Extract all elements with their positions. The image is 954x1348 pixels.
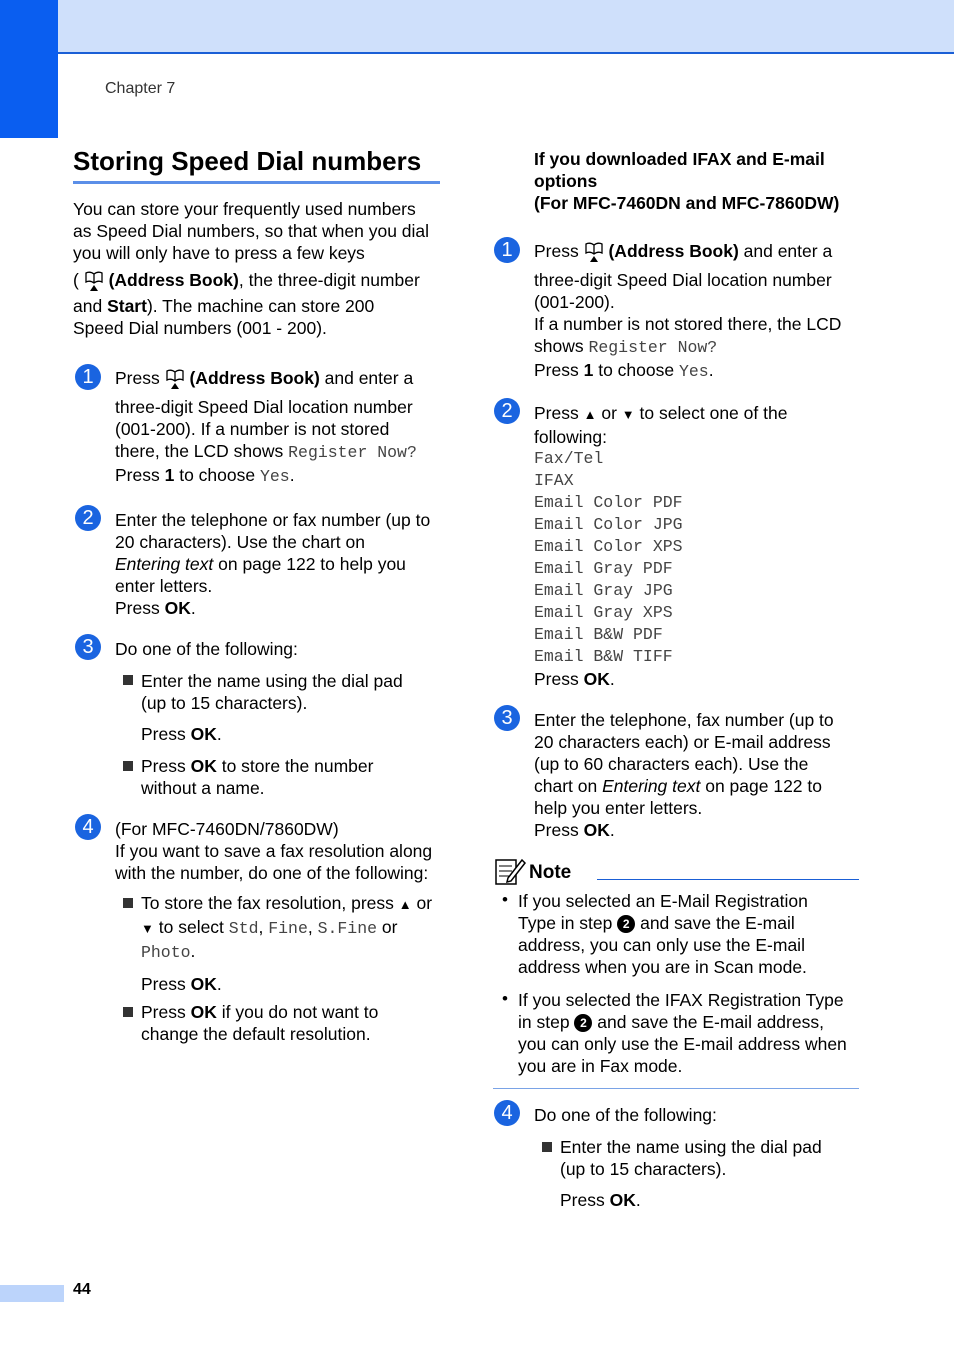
step-3-text	[534, 709, 864, 841]
note-line: in step 2 and save the E-mail address,	[518, 1012, 824, 1032]
step-badge: 3	[494, 705, 520, 731]
bullet-line: without a name.	[141, 778, 265, 798]
address-book-icon	[165, 368, 185, 390]
step-badge: 1	[494, 237, 520, 263]
bullet-text	[141, 892, 441, 995]
bullet-line: Press OK if you do not want to	[141, 1002, 379, 1022]
section-title: Storing Speed Dial numbers	[73, 144, 440, 184]
step-line: Press (Address Book) and enter a	[534, 241, 833, 261]
step-line: 20 characters). Use the chart on	[115, 532, 365, 552]
step-line: three-digit Speed Dial location number	[115, 397, 413, 417]
step-line: help you enter letters.	[534, 798, 703, 818]
note-line: you can only use the E-mail address when	[518, 1034, 847, 1054]
subsection-title	[534, 148, 864, 214]
page-number: 44	[73, 1281, 91, 1298]
step-ref-badge: 2	[574, 1014, 592, 1032]
step-line: (For MFC-7460DN/7860DW)	[115, 819, 339, 839]
step-line: (001-200). If a number is not stored	[115, 419, 390, 439]
option-item: Fax/Tel	[534, 449, 604, 468]
intro-line: You can store your frequently used numbers	[73, 199, 416, 219]
option-item: Email Color JPG	[534, 515, 683, 534]
bullet-line: Enter the name using the dial pad	[141, 671, 403, 691]
bullet-line: Enter the name using the dial pad	[560, 1137, 822, 1157]
bullet-line: (up to 15 characters).	[141, 693, 308, 713]
note-pencil-icon	[494, 856, 526, 886]
intro-paragraph	[73, 198, 443, 339]
step-2-text	[534, 402, 864, 690]
note-line: address when you are in Scan mode.	[518, 957, 807, 977]
step-4-text: Do one of the following:	[534, 1105, 717, 1125]
step-line: Press 1 to choose Yes.	[534, 360, 714, 381]
step-line: 20 characters each) or E-mail address	[534, 732, 831, 752]
up-arrow-icon: ▲	[398, 897, 412, 912]
subsection-line: If you downloaded IFAX and E-mail	[534, 149, 825, 169]
step-line: Enter the telephone, fax number (up to	[534, 710, 834, 730]
step-line: Press OK.	[534, 669, 615, 689]
intro-line: and Start). The machine can store 200	[73, 296, 375, 316]
bullet-text	[560, 1136, 860, 1211]
step-line: Press OK.	[115, 598, 196, 618]
intro-line: Speed Dial numbers (001 - 200).	[73, 318, 327, 338]
bullet-dot: •	[502, 890, 508, 909]
step-badge: 1	[75, 364, 101, 390]
intro-line: you will only have to press a few keys	[73, 243, 365, 263]
chapter-label: Chapter 7	[105, 80, 176, 97]
step-1-text	[115, 367, 445, 488]
bullet-line: Press OK.	[141, 974, 222, 994]
step-line: shows Register Now?	[534, 336, 718, 357]
bullet-line: Press OK to store the number	[141, 756, 374, 776]
top-band	[0, 0, 954, 54]
step-line: enter letters.	[115, 576, 213, 596]
step-badge: 4	[494, 1100, 520, 1126]
note-header	[494, 856, 859, 886]
step-line: Press OK.	[534, 820, 615, 840]
option-item: Email Gray XPS	[534, 603, 673, 622]
note-title: Note	[529, 862, 572, 883]
option-item: IFAX	[534, 471, 574, 490]
step-2-text	[115, 509, 445, 619]
step-4-text	[115, 818, 445, 884]
step-badge: 2	[494, 398, 520, 424]
intro-line: ( (Address Book), the three-digit number	[73, 270, 420, 290]
step-line: Press 1 to choose Yes.	[115, 465, 295, 486]
note-line: If you selected an E-Mail Registration	[518, 891, 808, 911]
bullet-square	[123, 675, 133, 685]
note-bullet-2	[518, 989, 863, 1077]
bullet-square	[123, 898, 133, 908]
page-number-bar	[0, 1285, 64, 1302]
note-divider	[597, 879, 859, 880]
step-line: If you want to save a fax resolution along	[115, 841, 433, 861]
note-line: address, you can only use the E-mail	[518, 935, 805, 955]
option-item: Email B&W TIFF	[534, 647, 673, 666]
step-line: (up to 60 characters each). Use the	[534, 754, 809, 774]
step-badge: 4	[75, 814, 101, 840]
bullet-line: (up to 15 characters).	[560, 1159, 727, 1179]
bullet-line: change the default resolution.	[141, 1024, 371, 1044]
note-bullet-1	[518, 890, 863, 978]
bullet-square	[542, 1142, 552, 1152]
option-item: Email Gray PDF	[534, 559, 673, 578]
up-arrow-icon: ▲	[583, 407, 597, 422]
bullet-line: Press OK.	[560, 1190, 641, 1210]
note-line: Type in step 2 and save the E-mail	[518, 913, 795, 933]
bullet-dot: •	[502, 989, 508, 1008]
address-book-icon	[584, 241, 604, 263]
step-line: If a number is not stored there, the LCD	[534, 314, 842, 334]
step-line: Enter the telephone or fax number (up to	[115, 510, 431, 530]
bullet-text	[141, 670, 441, 745]
step-line: Press (Address Book) and enter a	[115, 368, 414, 388]
step-line: there, the LCD shows Register Now?	[115, 441, 417, 462]
step-1-text	[534, 240, 864, 383]
down-arrow-icon: ▼	[141, 921, 154, 936]
down-arrow-icon: ▼	[621, 407, 635, 422]
step-ref-badge: 2	[617, 915, 635, 933]
step-line: Press ▲ or ▼ to select one of the	[534, 403, 788, 423]
note-line: If you selected the IFAX Registration Type	[518, 990, 844, 1010]
bullet-line: Press OK.	[141, 724, 222, 744]
subsection-line: options	[534, 171, 598, 191]
option-item: Email B&W PDF	[534, 625, 663, 644]
bullet-line: Photo.	[141, 941, 196, 962]
step-line: Entering text on page 122 to help you	[115, 554, 406, 574]
intro-line: as Speed Dial numbers, so that when you dial	[73, 221, 430, 241]
step-line: three-digit Speed Dial location number	[534, 270, 832, 290]
option-item: Email Color XPS	[534, 537, 683, 556]
step-line: with the number, do one of the following:	[115, 863, 429, 883]
bullet-square	[123, 761, 133, 771]
step-badge: 3	[75, 634, 101, 660]
address-book-icon	[84, 270, 104, 292]
bullet-line: ▼ to select Std, Fine, S.Fine or	[141, 917, 398, 938]
step-line: following:	[534, 427, 607, 447]
step-badge: 2	[75, 505, 101, 531]
bullet-text	[141, 1001, 441, 1045]
bullet-square	[123, 1007, 133, 1017]
step-3-text: Do one of the following:	[115, 639, 298, 659]
bullet-text	[141, 755, 441, 799]
note-line: you are in Fax mode.	[518, 1056, 683, 1076]
chapter-tab	[0, 0, 58, 138]
option-item: Email Color PDF	[534, 493, 683, 512]
bullet-line: To store the fax resolution, press ▲ or	[141, 893, 433, 913]
option-item: Email Gray JPG	[534, 581, 673, 600]
subsection-line: (For MFC-7460DN and MFC-7860DW)	[534, 193, 840, 213]
step-line: chart on Entering text on page 122 to	[534, 776, 822, 796]
note-end-divider	[493, 1088, 859, 1089]
step-line: (001-200).	[534, 292, 615, 312]
